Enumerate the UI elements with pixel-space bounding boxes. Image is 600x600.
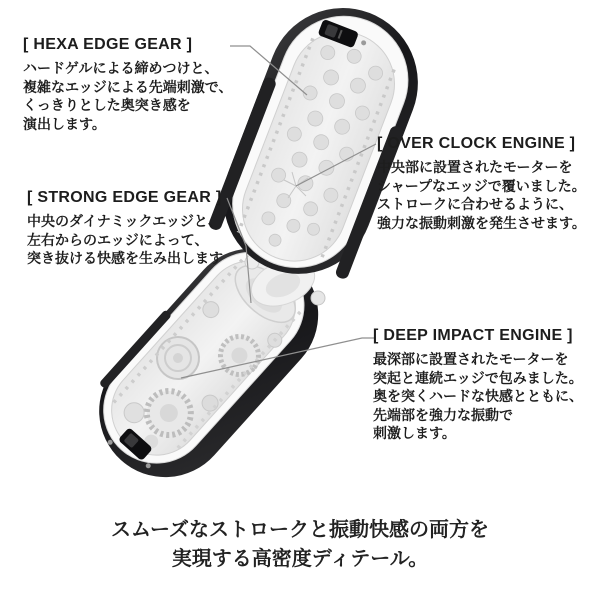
callout-text-line: ハードゲルによる締めつけと、 (23, 60, 219, 76)
callout-text-line: シャープなエッジで覆いました。 (377, 177, 586, 194)
callout-text-line: 演出します。 (23, 115, 106, 132)
callout-text-line: ストロークに合わせるように、 (377, 196, 573, 212)
callout-deep-impact-engine (373, 327, 583, 443)
callout-text-line: 先端部を強力な振動で (373, 406, 513, 423)
callout-text-line: 中央部に設置されたモーターを (377, 159, 573, 175)
callout-title: [ STRONG EDGE GEAR ] (27, 189, 222, 206)
callout-text-line: 最深部に設置されたモーターを (373, 351, 569, 367)
callout-strong-edge-gear (27, 189, 223, 268)
tagline-line-2: 実現する高密度ディテール。 (171, 548, 429, 570)
callout-text-line: 突き抜ける快感を生み出します (27, 250, 223, 266)
callout-text-line: 奥を突くハードな快感とともに、 (373, 388, 583, 404)
tagline-line-1: スムーズなストロークと振動快感の両方を (111, 519, 489, 541)
callout-title: [ DEEP IMPACT ENGINE ] (373, 327, 573, 344)
callout-text-line: 刺激します。 (373, 425, 456, 441)
callout-text-line: 左右からのエッジによって、 (27, 231, 209, 248)
callout-title: [ OVER CLOCK ENGINE ] (377, 135, 576, 152)
callout-title: [ HEXA EDGE GEAR ] (23, 36, 193, 53)
tagline (0, 516, 600, 574)
callout-text-line: くっきりとした奥突き感を (23, 97, 191, 113)
callout-text-line: 強力な振動刺激を発生させます。 (377, 214, 586, 231)
callout-text-line: 複雑なエッジによる先端刺激で、 (23, 78, 233, 95)
callout-text-line: 中央のダイナミックエッジと、 (27, 213, 222, 229)
callout-text-line: 突起と連続エッジで包みました。 (373, 369, 583, 386)
callout-hexa-edge-gear (23, 36, 232, 133)
callout-over-clock-engine (377, 135, 586, 232)
